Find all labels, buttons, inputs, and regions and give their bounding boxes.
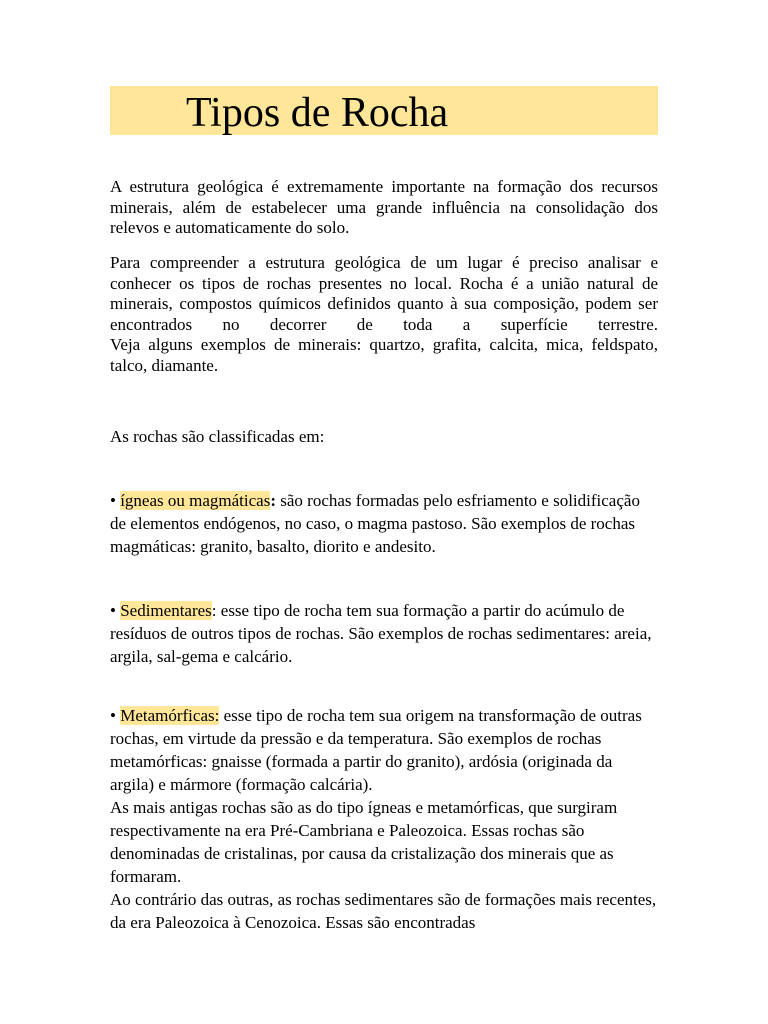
term-sedimentares: Sedimentares bbox=[120, 601, 212, 620]
bullet-text: são rochas formadas pelo esfriamento e solidificação de elementos endógenos, no caso, o magma pastoso. São exemplos de rochas magmáticas: granito, basalto, diorito e andesito. bbox=[110, 491, 640, 556]
paragraph-2 bbox=[110, 253, 658, 376]
bullet-marker: • bbox=[110, 601, 116, 620]
page-title: Tipos de Rocha bbox=[186, 90, 449, 136]
bullet-marker: • bbox=[110, 706, 116, 725]
term-metamorficas: Metamórficas: bbox=[120, 706, 220, 725]
paragraph-2-last: Veja alguns exemplos de minerais: quartzo, grafita, calcita, mica, feldspato, talco, diamante. bbox=[110, 335, 658, 375]
intro-paragraph: A estrutura geológica é extremamente importante na formação dos recursos minerais, além de estabelecer uma grande influência na consolidação dos relevos e automaticamente do solo. bbox=[110, 177, 658, 237]
bullet-marker: • bbox=[110, 491, 116, 510]
term-igneas: ígneas ou magmáticas bbox=[120, 491, 271, 510]
classified-heading: As rochas são classificadas em: bbox=[110, 427, 325, 446]
bullet-text: esse tipo de rocha tem sua origem na transformação de outras rochas, em virtude da pressão e da temperatura. São exemplos de rochas metamórficas: gnaisse (formada a partir do granito), ardósia (originada da argila) e mármore (formação calcária). bbox=[110, 706, 642, 794]
paragraph-2-justified: Para compreender a estrutura geológica de um lugar é preciso analisar e conhecer os tipos de rochas presentes no local. Rocha é a união natural de minerais, compostos químicos definidos quanto à sua composição, podem ser encontrados no decorrer de toda a superfície terrestre. bbox=[110, 253, 658, 334]
bullet-text: : esse tipo de rocha tem sua formação a partir do acúmulo de resíduos de outros tipos de rochas. São exemplos de rochas sedimentares: areia, argila, sal-gema e calcário. bbox=[110, 601, 652, 666]
metamorficas-extra-2: Ao contrário das outras, as rochas sedimentares são de formações mais recentes, da era Paleozoica à Cenozoica. Essas são encontradas bbox=[110, 890, 657, 932]
title-band bbox=[110, 86, 658, 135]
bullet-sedimentares bbox=[110, 599, 658, 668]
bullet-igneas bbox=[110, 489, 658, 558]
term-colon: : bbox=[270, 491, 276, 510]
metamorficas-extra-1: As mais antigas rochas são as do tipo ígneas e metamórficas, que surgiram respectivamente na era Pré-Cambriana e Paleozoica. Essas rochas são denominadas de cristalinas, por causa da cristalização dos minerais que as formaram. bbox=[110, 798, 618, 886]
bullet-metamorficas bbox=[110, 704, 658, 934]
